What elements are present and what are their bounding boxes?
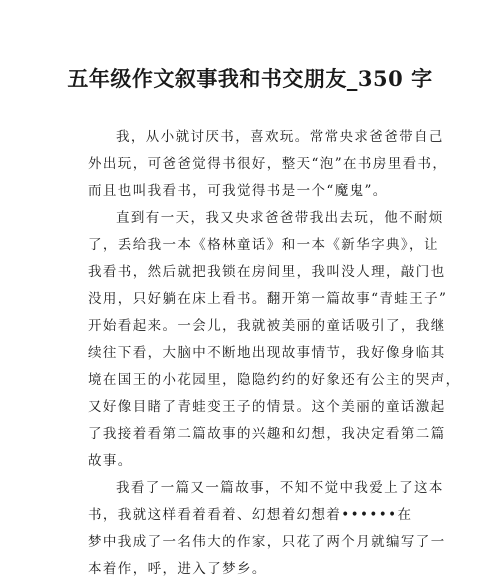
paragraph-line: 又好像目睹了青蛙变王子的情景。这个美丽的童话激起 <box>88 399 446 415</box>
paragraph-line: 故事。 <box>88 453 133 469</box>
paragraph-2 <box>88 205 461 475</box>
paragraph-line: 本着作，呼，进入了梦乡。 <box>88 561 267 577</box>
paragraph-3 <box>88 475 446 583</box>
paragraph-line: 我看了一篇又一篇故事，不知不觉中我爱上了这本 <box>116 480 444 496</box>
paragraph-line: 我，从小就讨厌书，喜欢玩。常常央求爸爸带自己 <box>116 129 444 145</box>
paragraph-line: 了，丢给我一本《格林童话》和一本《新华字典》，让 <box>88 237 439 253</box>
paragraph-line: 续往下看，大脑中不断地出现故事情节，我好像身临其 <box>88 345 446 361</box>
document-title: 五年级作文叙事我和书交朋友_350 字 <box>67 66 433 91</box>
paragraph-line: 境在国王的小花园里，隐隐约约的好象还有公主的哭声， <box>88 372 461 388</box>
document-body <box>88 124 461 583</box>
paragraph-line: 直到有一天，我又央求爸爸带我出去玩，他不耐烦 <box>116 210 444 226</box>
paragraph-line: 梦中我成了一名伟大的作家，只花了两个月就编写了一 <box>88 534 446 550</box>
paragraph-line: 外出玩，可爸爸觉得书很好，整天“泡”在书房里看书， <box>88 156 448 172</box>
paragraph-line: 书，我就这样看着看着、幻想着幻想着••••••在 <box>88 507 413 523</box>
paragraph-line: 开始看起来。一会儿，我就被美丽的童话吸引了，我继 <box>88 318 446 334</box>
paragraph-1 <box>88 124 448 205</box>
paragraph-line: 而且也叫我看书，可我觉得书是一个“魔鬼”。 <box>88 183 388 199</box>
paragraph-line: 没用，只好躺在床上看书。翻开第一篇故事“青蛙王子” <box>88 291 448 307</box>
paragraph-line: 了我接着看第二篇故事的兴趣和幻想，我决定看第二篇 <box>88 426 446 442</box>
paragraph-line: 我看书，然后就把我锁在房间里，我叫没人理，敲门也 <box>88 264 446 280</box>
